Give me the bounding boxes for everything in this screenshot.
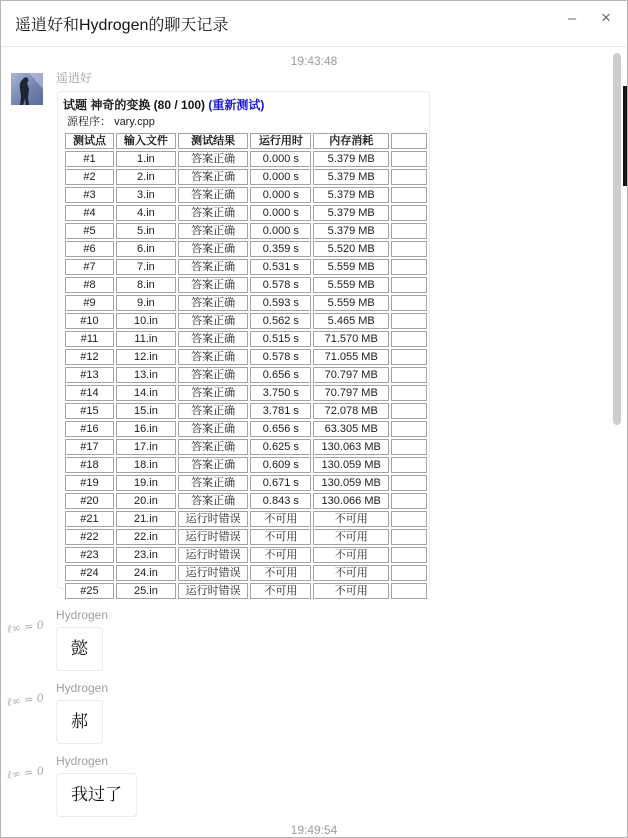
avatar-hydrogen-formula[interactable]: ℓ∞ = 0 <box>6 691 45 709</box>
judge-table-cell: 3.781 s <box>250 403 311 419</box>
judge-table-row <box>65 313 427 329</box>
judge-table-row <box>65 169 427 185</box>
judge-table-cell <box>391 547 427 563</box>
judge-table-cell <box>391 439 427 455</box>
judge-table-cell: 0.531 s <box>250 259 311 275</box>
judge-table-cell: 0.359 s <box>250 241 311 257</box>
judge-table-cell: 0.000 s <box>250 223 311 239</box>
judge-table-body <box>65 151 427 599</box>
judge-table-cell: 答案正确 <box>178 349 248 365</box>
judge-table-cell: 0.593 s <box>250 295 311 311</box>
judge-table-cell: #2 <box>65 169 114 185</box>
judge-table-cell: 0.609 s <box>250 457 311 473</box>
judge-table-cell <box>391 241 427 257</box>
judge-table-cell: 13.in <box>116 367 176 383</box>
judge-table-cell: 不可用 <box>250 529 311 545</box>
judge-table-cell <box>391 493 427 509</box>
judge-table-cell: 不可用 <box>250 565 311 581</box>
judge-table-cell: 5.379 MB <box>313 223 389 239</box>
judge-table-cell <box>391 511 427 527</box>
judge-table-cell <box>391 385 427 401</box>
window-title: 遥逍好和Hydrogen的聊天记录 <box>15 17 229 34</box>
judge-table-cell: 答案正确 <box>178 475 248 491</box>
judge-table-cell: 不可用 <box>313 529 389 545</box>
chat-scroll-area[interactable] <box>1 48 627 837</box>
judge-table-cell: 不可用 <box>313 583 389 599</box>
sender-name[interactable]: Hydrogen <box>56 754 109 768</box>
judge-table-cell: 25.in <box>116 583 176 599</box>
judge-table-cell: 0.000 s <box>250 205 311 221</box>
judge-table-head-row <box>65 133 427 149</box>
judge-table-cell: 运行时错误 <box>178 529 248 545</box>
judge-table-cell: 0.625 s <box>250 439 311 455</box>
judge-table-cell: 0.515 s <box>250 331 311 347</box>
scrollbar-thumb[interactable] <box>613 53 621 425</box>
judge-table-cell: 70.797 MB <box>313 367 389 383</box>
judge-table-cell <box>391 565 427 581</box>
judge-table-cell: 11.in <box>116 331 176 347</box>
judge-table-cell: #1 <box>65 151 114 167</box>
minimize-button[interactable]: – <box>557 5 587 31</box>
close-button[interactable]: × <box>591 5 621 31</box>
judge-table-cell: 0.843 s <box>250 493 311 509</box>
judge-table-cell: 0.578 s <box>250 349 311 365</box>
judge-table-cell <box>391 331 427 347</box>
message-bubble[interactable]: 懿 <box>56 627 103 671</box>
judge-table-cell: 5.465 MB <box>313 313 389 329</box>
judge-table-row <box>65 403 427 419</box>
judge-table-cell <box>391 223 427 239</box>
judge-table-cell: #5 <box>65 223 114 239</box>
judge-table-cell: #8 <box>65 277 114 293</box>
judge-table-cell: 运行时错误 <box>178 547 248 563</box>
judge-table-row <box>65 421 427 437</box>
judge-table-row <box>65 277 427 293</box>
judge-table-cell: 答案正确 <box>178 169 248 185</box>
judge-table-row <box>65 259 427 275</box>
judge-table-cell: #17 <box>65 439 114 455</box>
judge-table-cell: 答案正确 <box>178 151 248 167</box>
judge-table-row <box>65 583 427 599</box>
judge-table-cell: 5.379 MB <box>313 169 389 185</box>
judge-table-cell: 运行时错误 <box>178 511 248 527</box>
judge-table-header: 运行用时 <box>250 133 311 149</box>
judge-table-cell: 答案正确 <box>178 187 248 203</box>
judge-table-cell: 答案正确 <box>178 295 248 311</box>
judge-table-cell: 不可用 <box>250 547 311 563</box>
judge-table-row <box>65 493 427 509</box>
judge-table-cell: 答案正确 <box>178 421 248 437</box>
judge-problem-title: 试题 神奇的变换 (80 / 100) <box>63 98 206 112</box>
judge-table-cell <box>391 169 427 185</box>
judge-table-cell: #25 <box>65 583 114 599</box>
judge-table-cell: #18 <box>65 457 114 473</box>
judge-table-cell: #19 <box>65 475 114 491</box>
judge-table-cell: 63.305 MB <box>313 421 389 437</box>
background-window-fragment <box>623 86 627 186</box>
sender-name[interactable]: 遥逍好 <box>56 71 93 85</box>
judge-table-cell <box>391 259 427 275</box>
judge-table-cell: 5.559 MB <box>313 277 389 293</box>
judge-table-cell: 19.in <box>116 475 176 491</box>
judge-table-cell: 4.in <box>116 205 176 221</box>
judge-table-cell: 0.562 s <box>250 313 311 329</box>
judge-table-cell: #24 <box>65 565 114 581</box>
judge-table-row <box>65 367 427 383</box>
judge-table-cell: 1.in <box>116 151 176 167</box>
judge-table-row <box>65 151 427 167</box>
judge-table-row <box>65 529 427 545</box>
judge-table-cell <box>391 277 427 293</box>
judge-table-header: 内存消耗 <box>313 133 389 149</box>
judge-table-row <box>65 241 427 257</box>
judge-table-cell <box>391 295 427 311</box>
judge-table-cell: 答案正确 <box>178 313 248 329</box>
judge-table-row <box>65 187 427 203</box>
message-bubble[interactable]: 我过了 <box>56 773 137 817</box>
judge-table-cell: 0.000 s <box>250 187 311 203</box>
judge-table-row <box>65 457 427 473</box>
judge-table-cell: 5.379 MB <box>313 187 389 203</box>
avatar-image <box>11 73 43 105</box>
judge-table-cell: 5.379 MB <box>313 205 389 221</box>
source-label: 源程序： <box>67 116 111 128</box>
judge-table-cell <box>391 367 427 383</box>
judge-table <box>63 131 429 601</box>
judge-table-cell: 5.559 MB <box>313 259 389 275</box>
timestamp-top: 19:43:48 <box>290 54 338 68</box>
judge-table-cell: 71.570 MB <box>313 331 389 347</box>
judge-table-cell: 答案正确 <box>178 277 248 293</box>
judge-table-cell: 23.in <box>116 547 176 563</box>
judge-table-cell: 15.in <box>116 403 176 419</box>
judge-table-cell: #20 <box>65 493 114 509</box>
retest-link[interactable]: (重新测试) <box>208 98 265 112</box>
judge-table-cell <box>391 475 427 491</box>
judge-source-line <box>67 115 429 129</box>
judge-table-cell: 0.000 s <box>250 151 311 167</box>
judge-table-cell <box>391 583 427 599</box>
judge-table-header <box>391 133 427 149</box>
judge-table-cell: 10.in <box>116 313 176 329</box>
judge-table-cell: 130.063 MB <box>313 439 389 455</box>
judge-table-cell: 不可用 <box>313 547 389 563</box>
judge-table-cell: #7 <box>65 259 114 275</box>
judge-table-cell: 答案正确 <box>178 457 248 473</box>
judge-table-cell: #3 <box>65 187 114 203</box>
judge-table-cell <box>391 151 427 167</box>
judge-table-cell: 130.059 MB <box>313 475 389 491</box>
judge-table-cell: 0.656 s <box>250 421 311 437</box>
judge-table-cell: 0.000 s <box>250 169 311 185</box>
judge-table-cell: 71.055 MB <box>313 349 389 365</box>
judge-table-cell <box>391 349 427 365</box>
sender-name[interactable]: Hydrogen <box>56 681 109 695</box>
sender-name[interactable]: Hydrogen <box>56 608 109 622</box>
judge-title <box>63 98 429 113</box>
judge-table-cell: 0.656 s <box>250 367 311 383</box>
judge-table-cell: 72.078 MB <box>313 403 389 419</box>
judge-table-cell: #6 <box>65 241 114 257</box>
judge-table-row <box>65 205 427 221</box>
judge-table-cell: 不可用 <box>313 565 389 581</box>
judge-table-header: 测试结果 <box>178 133 248 149</box>
judge-table-cell <box>391 421 427 437</box>
judge-table-cell: 20.in <box>116 493 176 509</box>
avatar-hydrogen-formula[interactable]: ℓ∞ = 0 <box>6 764 45 782</box>
judge-table-cell: 14.in <box>116 385 176 401</box>
judge-table-cell: 9.in <box>116 295 176 311</box>
judge-table-cell: 答案正确 <box>178 493 248 509</box>
judge-table-cell: 8.in <box>116 277 176 293</box>
judge-table-cell: 5.520 MB <box>313 241 389 257</box>
judge-result-bubble <box>57 91 430 597</box>
judge-table-cell: 不可用 <box>250 583 311 599</box>
judge-table-row <box>65 565 427 581</box>
judge-table-header: 输入文件 <box>116 133 176 149</box>
judge-table-cell: 18.in <box>116 457 176 473</box>
judge-table-cell: 5.379 MB <box>313 151 389 167</box>
judge-table-cell <box>391 205 427 221</box>
judge-table-row <box>65 331 427 347</box>
judge-table-cell: 7.in <box>116 259 176 275</box>
judge-table-cell: 130.066 MB <box>313 493 389 509</box>
judge-table-row <box>65 547 427 563</box>
avatar-yaoxiaohao[interactable] <box>11 73 43 105</box>
judge-table-row <box>65 439 427 455</box>
judge-table-cell: 16.in <box>116 421 176 437</box>
judge-table-cell: 不可用 <box>313 511 389 527</box>
avatar-hydrogen-formula[interactable]: ℓ∞ = 0 <box>6 618 45 636</box>
judge-table-cell <box>391 457 427 473</box>
judge-table-row <box>65 295 427 311</box>
judge-table-cell <box>391 403 427 419</box>
judge-table-cell: #23 <box>65 547 114 563</box>
judge-table-cell: 3.750 s <box>250 385 311 401</box>
judge-table-cell: 6.in <box>116 241 176 257</box>
judge-table-row <box>65 349 427 365</box>
judge-table-cell: 答案正确 <box>178 205 248 221</box>
judge-table-header: 测试点 <box>65 133 114 149</box>
judge-table-cell: 3.in <box>116 187 176 203</box>
judge-table-cell: 24.in <box>116 565 176 581</box>
judge-table-cell: 22.in <box>116 529 176 545</box>
message-bubble[interactable]: 郝 <box>56 700 103 744</box>
judge-table-cell: 答案正确 <box>178 403 248 419</box>
judge-table-cell: 答案正确 <box>178 331 248 347</box>
judge-table-cell: #9 <box>65 295 114 311</box>
judge-table-cell: 17.in <box>116 439 176 455</box>
judge-table-cell: 130.059 MB <box>313 457 389 473</box>
judge-table-cell: 答案正确 <box>178 241 248 257</box>
judge-table-cell: 2.in <box>116 169 176 185</box>
judge-table-cell: 0.578 s <box>250 277 311 293</box>
judge-table-cell: #16 <box>65 421 114 437</box>
judge-table-cell <box>391 529 427 545</box>
judge-table-cell: 0.671 s <box>250 475 311 491</box>
source-file: vary.cpp <box>114 116 155 128</box>
judge-table-cell: 21.in <box>116 511 176 527</box>
judge-table-cell: 12.in <box>116 349 176 365</box>
judge-table-cell <box>391 313 427 329</box>
judge-table-cell: 70.797 MB <box>313 385 389 401</box>
judge-table-cell: 5.559 MB <box>313 295 389 311</box>
judge-table-cell: #15 <box>65 403 114 419</box>
judge-table-row <box>65 223 427 239</box>
judge-table-cell: #22 <box>65 529 114 545</box>
judge-table-cell: #4 <box>65 205 114 221</box>
judge-table-cell: 不可用 <box>250 511 311 527</box>
judge-table-cell: #21 <box>65 511 114 527</box>
judge-table-cell: 5.in <box>116 223 176 239</box>
judge-table-row <box>65 385 427 401</box>
judge-table-cell: #14 <box>65 385 114 401</box>
titlebar <box>1 1 627 47</box>
timestamp-bottom: 19:49:54 <box>290 823 338 837</box>
judge-table-row <box>65 475 427 491</box>
judge-table-cell: #13 <box>65 367 114 383</box>
judge-table-cell: #12 <box>65 349 114 365</box>
judge-table-cell: 答案正确 <box>178 385 248 401</box>
judge-table-row <box>65 511 427 527</box>
judge-table-cell: #10 <box>65 313 114 329</box>
judge-table-cell: #11 <box>65 331 114 347</box>
judge-table-cell <box>391 187 427 203</box>
judge-table-cell: 答案正确 <box>178 223 248 239</box>
judge-table-cell: 答案正确 <box>178 259 248 275</box>
judge-table-cell: 运行时错误 <box>178 565 248 581</box>
judge-table-cell: 运行时错误 <box>178 583 248 599</box>
judge-table-cell: 答案正确 <box>178 439 248 455</box>
judge-table-cell: 答案正确 <box>178 367 248 383</box>
